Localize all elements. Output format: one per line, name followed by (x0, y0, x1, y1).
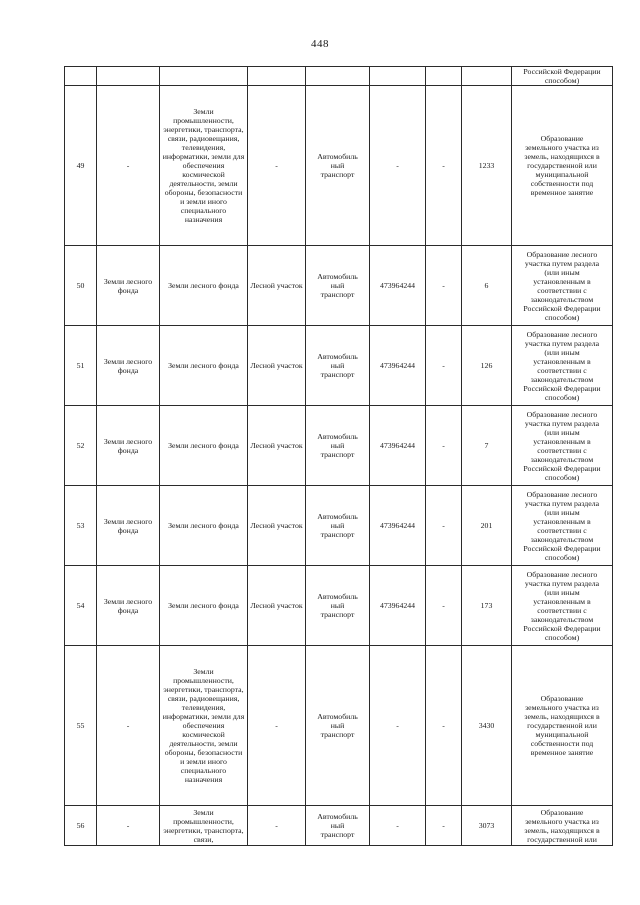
formation-note: Образование земельного участка из земель, находящихся в государственной или муниципальной собственности под временное занятие (512, 86, 613, 246)
column-seven: - (426, 246, 462, 326)
object-type: Автомобиль ный транспорт (306, 646, 370, 806)
permitted-use: Земли лесного фонда (160, 326, 248, 406)
row-number: 52 (65, 406, 97, 486)
table-body (65, 67, 613, 846)
plot-area: 173 (462, 566, 512, 646)
plot-kind: Лесной участок (248, 246, 306, 326)
land-category: Земли лесного фонда (97, 246, 160, 326)
column-seven: - (426, 326, 462, 406)
table-row (65, 86, 613, 246)
plot-area: 126 (462, 326, 512, 406)
header-cell (462, 67, 512, 86)
object-type: Автомобиль ный транспорт (306, 246, 370, 326)
header-cell (65, 67, 97, 86)
plot-kind: Лесной участок (248, 326, 306, 406)
land-category: - (97, 86, 160, 246)
table-row (65, 566, 613, 646)
land-category: Земли лесного фонда (97, 566, 160, 646)
land-category: - (97, 806, 160, 846)
column-seven: - (426, 486, 462, 566)
header-cell (248, 67, 306, 86)
permitted-use: Земли лесного фонда (160, 406, 248, 486)
plot-area: 201 (462, 486, 512, 566)
formation-note: Образование лесного участка путем раздела (или иным установленным в соответствии с законодательством Российской Федерации способом) (512, 406, 613, 486)
cadastre-number: - (370, 86, 426, 246)
land-plots-table (64, 66, 613, 846)
cadastre-number: - (370, 646, 426, 806)
formation-note: Образование земельного участка из земель, находящихся в государственной или (512, 806, 613, 846)
row-number: 53 (65, 486, 97, 566)
permitted-use: Земли лесного фонда (160, 486, 248, 566)
header-cell (97, 67, 160, 86)
plot-area: 6 (462, 246, 512, 326)
object-type: Автомобиль ный транспорт (306, 406, 370, 486)
plot-kind: - (248, 86, 306, 246)
row-number: 55 (65, 646, 97, 806)
land-category: Земли лесного фонда (97, 486, 160, 566)
plot-kind: Лесной участок (248, 486, 306, 566)
column-seven: - (426, 406, 462, 486)
column-seven: - (426, 566, 462, 646)
permitted-use: Земли лесного фонда (160, 566, 248, 646)
plot-kind: Лесной участок (248, 406, 306, 486)
formation-note: Образование лесного участка путем раздела (или иным установленным в соответствии с законодательством Российской Федерации способом) (512, 486, 613, 566)
land-category: Земли лесного фонда (97, 406, 160, 486)
table-row (65, 406, 613, 486)
permitted-use: Земли лесного фонда (160, 246, 248, 326)
object-type: Автомобиль ный транспорт (306, 566, 370, 646)
header-cell (160, 67, 248, 86)
row-number: 56 (65, 806, 97, 846)
header-cell (370, 67, 426, 86)
table-row (65, 246, 613, 326)
cadastre-number: 473964244 (370, 566, 426, 646)
table-row (65, 326, 613, 406)
plot-area: 3073 (462, 806, 512, 846)
object-type: Автомобиль ный транспорт (306, 806, 370, 846)
column-seven: - (426, 646, 462, 806)
permitted-use: Земли промышленности, энергетики, транспорта, связи, радиовещания, телевидения, информатики, земли для обеспечения космической деятельности, земли обороны, безопасности и земли иного специального назначения (160, 646, 248, 806)
object-type: Автомобиль ный транспорт (306, 86, 370, 246)
formation-note: Образование земельного участка из земель, находящихся в государственной или муниципальной собственности под временное занятие (512, 646, 613, 806)
header-cell (306, 67, 370, 86)
cadastre-number: 473964244 (370, 406, 426, 486)
row-number: 49 (65, 86, 97, 246)
column-seven: - (426, 86, 462, 246)
object-type: Автомобиль ный транспорт (306, 486, 370, 566)
table-row (65, 806, 613, 846)
cadastre-number: 473964244 (370, 246, 426, 326)
row-number: 54 (65, 566, 97, 646)
plot-kind: - (248, 646, 306, 806)
row-number: 51 (65, 326, 97, 406)
plot-kind: - (248, 806, 306, 846)
object-type: Автомобиль ный транспорт (306, 326, 370, 406)
formation-note: Образование лесного участка путем раздела (или иным установленным в соответствии с законодательством Российской Федерации способом) (512, 246, 613, 326)
row-number: 50 (65, 246, 97, 326)
header-note-cell: Российской Федерации способом) (512, 67, 613, 86)
permitted-use: Земли промышленности, энергетики, транспорта, связи, радиовещания, телевидения, информатики, земли для обеспечения космической деятельности, земли обороны, безопасности и земли иного специального назначения (160, 86, 248, 246)
column-seven: - (426, 806, 462, 846)
cadastre-number: - (370, 806, 426, 846)
formation-note: Образование лесного участка путем раздела (или иным установленным в соответствии с законодательством Российской Федерации способом) (512, 326, 613, 406)
land-category: - (97, 646, 160, 806)
plot-area: 3430 (462, 646, 512, 806)
page-number: 448 (311, 38, 329, 50)
plot-area: 1233 (462, 86, 512, 246)
table-row (65, 486, 613, 566)
land-category: Земли лесного фонда (97, 326, 160, 406)
plot-kind: Лесной участок (248, 566, 306, 646)
table-row (65, 646, 613, 806)
formation-note: Образование лесного участка путем раздела (или иным установленным в соответствии с законодательством Российской Федерации способом) (512, 566, 613, 646)
plot-area: 7 (462, 406, 512, 486)
header-cell (426, 67, 462, 86)
cadastre-number: 473964244 (370, 326, 426, 406)
cadastre-number: 473964244 (370, 486, 426, 566)
permitted-use: Земли промышленности, энергетики, транспорта, связи, (160, 806, 248, 846)
header-row (65, 67, 613, 86)
